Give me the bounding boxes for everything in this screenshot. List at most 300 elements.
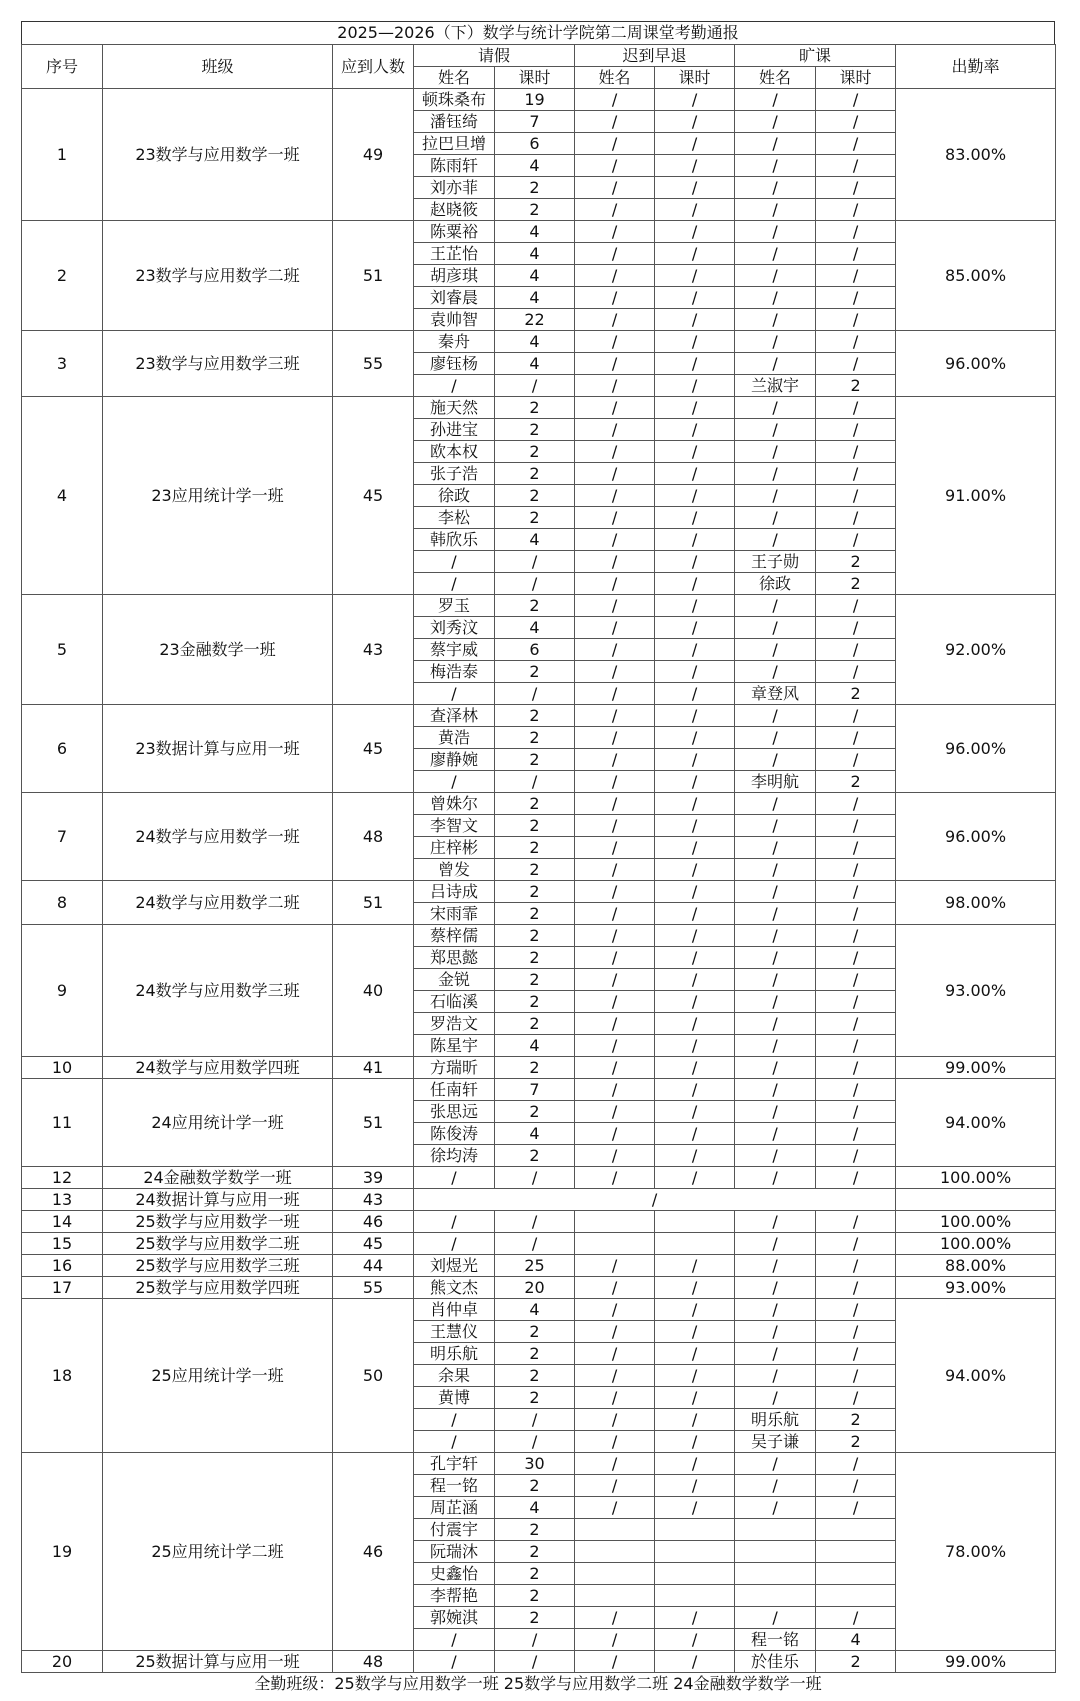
leave-name: 任南轩 [414, 1079, 495, 1101]
class-rate: 100.00% [896, 1211, 1056, 1233]
class-rate: 94.00% [896, 1079, 1056, 1167]
leave-hours: / [495, 1211, 575, 1233]
table-row [22, 1167, 1056, 1189]
class-name: 25数学与应用数学三班 [103, 1255, 333, 1277]
class-index: 19 [22, 1453, 103, 1651]
late-hours: / [655, 1013, 735, 1035]
leave-hours: / [495, 1629, 575, 1651]
absent-hours: 2 [816, 1431, 896, 1453]
absent-hours: / [816, 903, 896, 925]
leave-hours: 2 [495, 199, 575, 221]
absent-name: / [735, 1475, 816, 1497]
leave-hours: / [495, 1651, 575, 1673]
late-hours: / [655, 815, 735, 837]
absent-name: / [735, 133, 816, 155]
late-name: / [575, 1277, 655, 1299]
absent-hours: 2 [816, 771, 896, 793]
late-name: / [575, 485, 655, 507]
late-hours: / [655, 287, 735, 309]
class-rate: 93.00% [896, 1277, 1056, 1299]
absent-name: / [735, 925, 816, 947]
merged-cell: / [414, 1189, 896, 1211]
late-hours: / [655, 1453, 735, 1475]
class-expected: 46 [333, 1453, 414, 1651]
class-expected: 46 [333, 1211, 414, 1233]
table-body [22, 89, 1056, 1673]
absent-hours: / [816, 507, 896, 529]
absent-hours: / [816, 859, 896, 881]
leave-hours: 2 [495, 881, 575, 903]
leave-name: 罗浩文 [414, 1013, 495, 1035]
header-absent-hours: 课时 [816, 67, 896, 89]
table-row [22, 1189, 1056, 1211]
late-hours: / [655, 1651, 735, 1673]
absent-hours: / [816, 1167, 896, 1189]
late-hours: / [655, 331, 735, 353]
absent-name: 明乐航 [735, 1409, 816, 1431]
class-index: 8 [22, 881, 103, 925]
late-name: / [575, 1167, 655, 1189]
late-name: / [575, 837, 655, 859]
leave-hours: / [495, 1233, 575, 1255]
table-row [22, 1277, 1056, 1299]
leave-name: 赵晓筱 [414, 199, 495, 221]
class-expected: 45 [333, 705, 414, 793]
late-name: / [575, 441, 655, 463]
absent-name: / [735, 331, 816, 353]
leave-hours: 19 [495, 89, 575, 111]
absent-name: / [735, 199, 816, 221]
leave-name: 付震宇 [414, 1519, 495, 1541]
absent-hours: / [816, 419, 896, 441]
late-name: / [575, 1101, 655, 1123]
absent-hours: / [816, 1299, 896, 1321]
late-hours: / [655, 551, 735, 573]
late-name: / [575, 265, 655, 287]
late-hours: / [655, 463, 735, 485]
leave-name: 袁帅智 [414, 309, 495, 331]
absent-hours: / [816, 1233, 896, 1255]
absent-name: / [735, 617, 816, 639]
absent-name: / [735, 507, 816, 529]
header-late: 迟到早退 [575, 45, 735, 67]
leave-hours: 2 [495, 903, 575, 925]
absent-hours: / [816, 397, 896, 419]
absent-name: / [735, 463, 816, 485]
absent-hours: / [816, 1497, 896, 1519]
absent-hours: / [816, 925, 896, 947]
absent-name: / [735, 595, 816, 617]
late-hours: / [655, 243, 735, 265]
late-hours: / [655, 1607, 735, 1629]
full-attendance-note: 全勤班级：25数学与应用数学一班 25数学与应用数学二班 24金融数学数学一班 [254, 1674, 822, 1693]
class-rate: 93.00% [896, 925, 1056, 1057]
late-name: / [575, 199, 655, 221]
late-name: / [575, 1035, 655, 1057]
absent-name: / [735, 815, 816, 837]
late-hours: / [655, 793, 735, 815]
class-rate: 99.00% [896, 1057, 1056, 1079]
leave-name: 黄博 [414, 1387, 495, 1409]
leave-hours: 2 [495, 793, 575, 815]
absent-hours: / [816, 969, 896, 991]
leave-hours: 4 [495, 221, 575, 243]
class-name: 24应用统计学一班 [103, 1079, 333, 1167]
table-row [22, 331, 1056, 353]
late-name: / [575, 1607, 655, 1629]
header-leave-name: 姓名 [414, 67, 495, 89]
absent-hours: 2 [816, 375, 896, 397]
table-row [22, 397, 1056, 419]
late-hours: / [655, 727, 735, 749]
leave-name: / [414, 1431, 495, 1453]
leave-hours: 2 [495, 947, 575, 969]
late-name: / [575, 727, 655, 749]
absent-name: / [735, 969, 816, 991]
absent-hours: / [816, 1101, 896, 1123]
class-rate: 85.00% [896, 221, 1056, 331]
late-name: / [575, 1079, 655, 1101]
table-row [22, 1233, 1056, 1255]
late-name: / [575, 705, 655, 727]
leave-name: 宋雨霏 [414, 903, 495, 925]
leave-name: 潘钰绮 [414, 111, 495, 133]
leave-hours: 2 [495, 595, 575, 617]
class-name: 23数学与应用数学三班 [103, 331, 333, 397]
late-name: / [575, 507, 655, 529]
class-expected: 48 [333, 793, 414, 881]
absent-hours: / [816, 1013, 896, 1035]
late-hours: / [655, 507, 735, 529]
late-hours: / [655, 529, 735, 551]
late-hours: / [655, 991, 735, 1013]
leave-name: 施天然 [414, 397, 495, 419]
absent-name: / [735, 991, 816, 1013]
absent-hours: / [816, 309, 896, 331]
late-hours: / [655, 441, 735, 463]
absent-hours: / [816, 1277, 896, 1299]
absent-name: / [735, 397, 816, 419]
leave-name: / [414, 1629, 495, 1651]
leave-hours: 4 [495, 617, 575, 639]
late-name: / [575, 661, 655, 683]
table-row [22, 1651, 1056, 1673]
leave-name: 吕诗成 [414, 881, 495, 903]
class-index: 11 [22, 1079, 103, 1167]
late-name: / [575, 859, 655, 881]
late-name: / [575, 947, 655, 969]
leave-name: 石临溪 [414, 991, 495, 1013]
class-index: 7 [22, 793, 103, 881]
absent-hours: / [816, 463, 896, 485]
absent-hours: / [816, 485, 896, 507]
absent-name: / [735, 1167, 816, 1189]
leave-name: 蔡宇威 [414, 639, 495, 661]
absent-hours: / [816, 1057, 896, 1079]
late-name: / [575, 771, 655, 793]
absent-name: 王子勋 [735, 551, 816, 573]
absent-hours: / [816, 1387, 896, 1409]
leave-hours: 2 [495, 1541, 575, 1563]
leave-name: 徐均涛 [414, 1145, 495, 1167]
class-index: 17 [22, 1277, 103, 1299]
late-hours: / [655, 1387, 735, 1409]
absent-name: / [735, 265, 816, 287]
absent-name: / [735, 1101, 816, 1123]
leave-name: 陈粟裕 [414, 221, 495, 243]
leave-name: 刘煜光 [414, 1255, 495, 1277]
class-name: 24数学与应用数学四班 [103, 1057, 333, 1079]
absent-name: / [735, 1365, 816, 1387]
class-name: 25应用统计学二班 [103, 1453, 333, 1651]
leave-name: / [414, 1409, 495, 1431]
late-name: / [575, 155, 655, 177]
absent-name: / [735, 155, 816, 177]
leave-name: 王芷怡 [414, 243, 495, 265]
absent-hours: / [816, 1343, 896, 1365]
late-name: / [575, 573, 655, 595]
leave-hours: 2 [495, 1475, 575, 1497]
leave-hours: 4 [495, 287, 575, 309]
leave-hours: 2 [495, 705, 575, 727]
header-class: 班级 [103, 45, 333, 89]
late-name: / [575, 331, 655, 353]
late-hours: / [655, 705, 735, 727]
late-name: / [575, 1343, 655, 1365]
late-name: / [575, 1299, 655, 1321]
late-name [575, 1563, 655, 1585]
late-hours: / [655, 595, 735, 617]
leave-name: / [414, 573, 495, 595]
leave-name: 郑思懿 [414, 947, 495, 969]
leave-hours: 2 [495, 1519, 575, 1541]
late-name: / [575, 463, 655, 485]
class-name: 24数学与应用数学二班 [103, 881, 333, 925]
class-expected: 43 [333, 595, 414, 705]
absent-name: / [735, 529, 816, 551]
table-header [22, 45, 1056, 89]
absent-hours: / [816, 1211, 896, 1233]
absent-hours: / [816, 1365, 896, 1387]
leave-hours: / [495, 1431, 575, 1453]
leave-hours: / [495, 375, 575, 397]
late-hours: / [655, 1365, 735, 1387]
late-name: / [575, 1387, 655, 1409]
absent-name: / [735, 1079, 816, 1101]
absent-name: / [735, 1145, 816, 1167]
absent-name: / [735, 111, 816, 133]
leave-name: 曾发 [414, 859, 495, 881]
header-absent: 旷课 [735, 45, 896, 67]
leave-name: / [414, 1233, 495, 1255]
leave-name: / [414, 1211, 495, 1233]
leave-name: / [414, 1167, 495, 1189]
leave-hours: / [495, 573, 575, 595]
leave-name: 陈雨轩 [414, 155, 495, 177]
leave-hours: 2 [495, 991, 575, 1013]
late-hours: / [655, 573, 735, 595]
leave-name: 廖静婉 [414, 749, 495, 771]
leave-hours: 2 [495, 749, 575, 771]
class-name: 23数学与应用数学二班 [103, 221, 333, 331]
leave-hours: 2 [495, 419, 575, 441]
late-hours: / [655, 397, 735, 419]
absent-hours: / [816, 287, 896, 309]
leave-hours: 2 [495, 1321, 575, 1343]
absent-hours: / [816, 1123, 896, 1145]
class-rate: 100.00% [896, 1233, 1056, 1255]
late-name: / [575, 1453, 655, 1475]
leave-hours: 7 [495, 1079, 575, 1101]
absent-name: / [735, 441, 816, 463]
late-name [575, 1519, 655, 1541]
absent-hours: / [816, 111, 896, 133]
late-name: / [575, 683, 655, 705]
absent-name: 於佳乐 [735, 1651, 816, 1673]
leave-name: 黄浩 [414, 727, 495, 749]
class-expected: 51 [333, 1079, 414, 1167]
absent-name: / [735, 309, 816, 331]
table-row [22, 1453, 1056, 1475]
leave-name: 王慧仪 [414, 1321, 495, 1343]
leave-name: 孔宇轩 [414, 1453, 495, 1475]
late-name: / [575, 749, 655, 771]
class-expected: 51 [333, 881, 414, 925]
leave-name: 拉巴旦增 [414, 133, 495, 155]
leave-hours: 2 [495, 1145, 575, 1167]
leave-hours: 4 [495, 529, 575, 551]
late-name: / [575, 1651, 655, 1673]
leave-hours: 2 [495, 1387, 575, 1409]
class-rate: 92.00% [896, 595, 1056, 705]
class-name: 25应用统计学一班 [103, 1299, 333, 1453]
late-hours: / [655, 1145, 735, 1167]
class-index: 14 [22, 1211, 103, 1233]
leave-name: 查泽林 [414, 705, 495, 727]
leave-hours: 2 [495, 507, 575, 529]
leave-hours: / [495, 1167, 575, 1189]
late-hours: / [655, 1475, 735, 1497]
late-hours: / [655, 683, 735, 705]
late-name: / [575, 243, 655, 265]
absent-hours: / [816, 353, 896, 375]
late-hours: / [655, 353, 735, 375]
leave-hours: 2 [495, 397, 575, 419]
absent-name: / [735, 1607, 816, 1629]
class-index: 5 [22, 595, 103, 705]
leave-name: / [414, 1651, 495, 1673]
leave-hours: 4 [495, 1035, 575, 1057]
class-expected: 50 [333, 1299, 414, 1453]
leave-hours: 4 [495, 353, 575, 375]
late-hours [655, 1541, 735, 1563]
class-index: 3 [22, 331, 103, 397]
absent-hours [816, 1563, 896, 1585]
class-expected: 55 [333, 1277, 414, 1299]
class-rate: 96.00% [896, 793, 1056, 881]
absent-hours: / [816, 529, 896, 551]
attendance-sheet [21, 21, 1055, 1695]
late-hours [655, 1233, 735, 1255]
absent-hours [816, 1585, 896, 1607]
leave-hours: / [495, 1409, 575, 1431]
leave-name: 李帮艳 [414, 1585, 495, 1607]
absent-name: 徐政 [735, 573, 816, 595]
late-name: / [575, 1365, 655, 1387]
late-hours: / [655, 1299, 735, 1321]
absent-hours: / [816, 1453, 896, 1475]
late-hours: / [655, 617, 735, 639]
class-index: 12 [22, 1167, 103, 1189]
late-hours: / [655, 1431, 735, 1453]
leave-name: 庄梓彬 [414, 837, 495, 859]
absent-name: / [735, 485, 816, 507]
late-hours: / [655, 485, 735, 507]
absent-name: / [735, 1343, 816, 1365]
leave-name: 周芷涵 [414, 1497, 495, 1519]
absent-name: / [735, 1453, 816, 1475]
class-index: 20 [22, 1651, 103, 1673]
leave-name: 徐政 [414, 485, 495, 507]
late-hours: / [655, 661, 735, 683]
absent-hours: / [816, 441, 896, 463]
class-name: 25数学与应用数学四班 [103, 1277, 333, 1299]
absent-name: / [735, 221, 816, 243]
class-index: 1 [22, 89, 103, 221]
table-row [22, 1211, 1056, 1233]
late-name: / [575, 397, 655, 419]
leave-name: 廖钰杨 [414, 353, 495, 375]
absent-name: / [735, 1013, 816, 1035]
absent-name [735, 1585, 816, 1607]
class-expected: 45 [333, 397, 414, 595]
late-name [575, 1585, 655, 1607]
class-expected: 43 [333, 1189, 414, 1211]
late-name: / [575, 793, 655, 815]
class-index: 15 [22, 1233, 103, 1255]
absent-name: / [735, 1035, 816, 1057]
late-hours: / [655, 837, 735, 859]
leave-hours: 22 [495, 309, 575, 331]
absent-name: / [735, 1211, 816, 1233]
late-name: / [575, 1431, 655, 1453]
leave-name: 熊文杰 [414, 1277, 495, 1299]
class-rate [896, 1189, 1056, 1211]
absent-hours: / [816, 617, 896, 639]
leave-hours: 4 [495, 1497, 575, 1519]
absent-name: / [735, 837, 816, 859]
class-index: 6 [22, 705, 103, 793]
absent-hours: / [816, 793, 896, 815]
late-name: / [575, 375, 655, 397]
class-rate: 96.00% [896, 331, 1056, 397]
absent-hours: / [816, 221, 896, 243]
class-index: 13 [22, 1189, 103, 1211]
class-index: 2 [22, 221, 103, 331]
late-hours: / [655, 375, 735, 397]
absent-name: / [735, 1277, 816, 1299]
class-name: 24金融数学数学一班 [103, 1167, 333, 1189]
class-name: 24数学与应用数学一班 [103, 793, 333, 881]
late-hours: / [655, 1079, 735, 1101]
late-name: / [575, 969, 655, 991]
late-name: / [575, 177, 655, 199]
absent-name [735, 1541, 816, 1563]
late-name: / [575, 991, 655, 1013]
late-hours: / [655, 1057, 735, 1079]
late-hours: / [655, 881, 735, 903]
late-hours: / [655, 155, 735, 177]
